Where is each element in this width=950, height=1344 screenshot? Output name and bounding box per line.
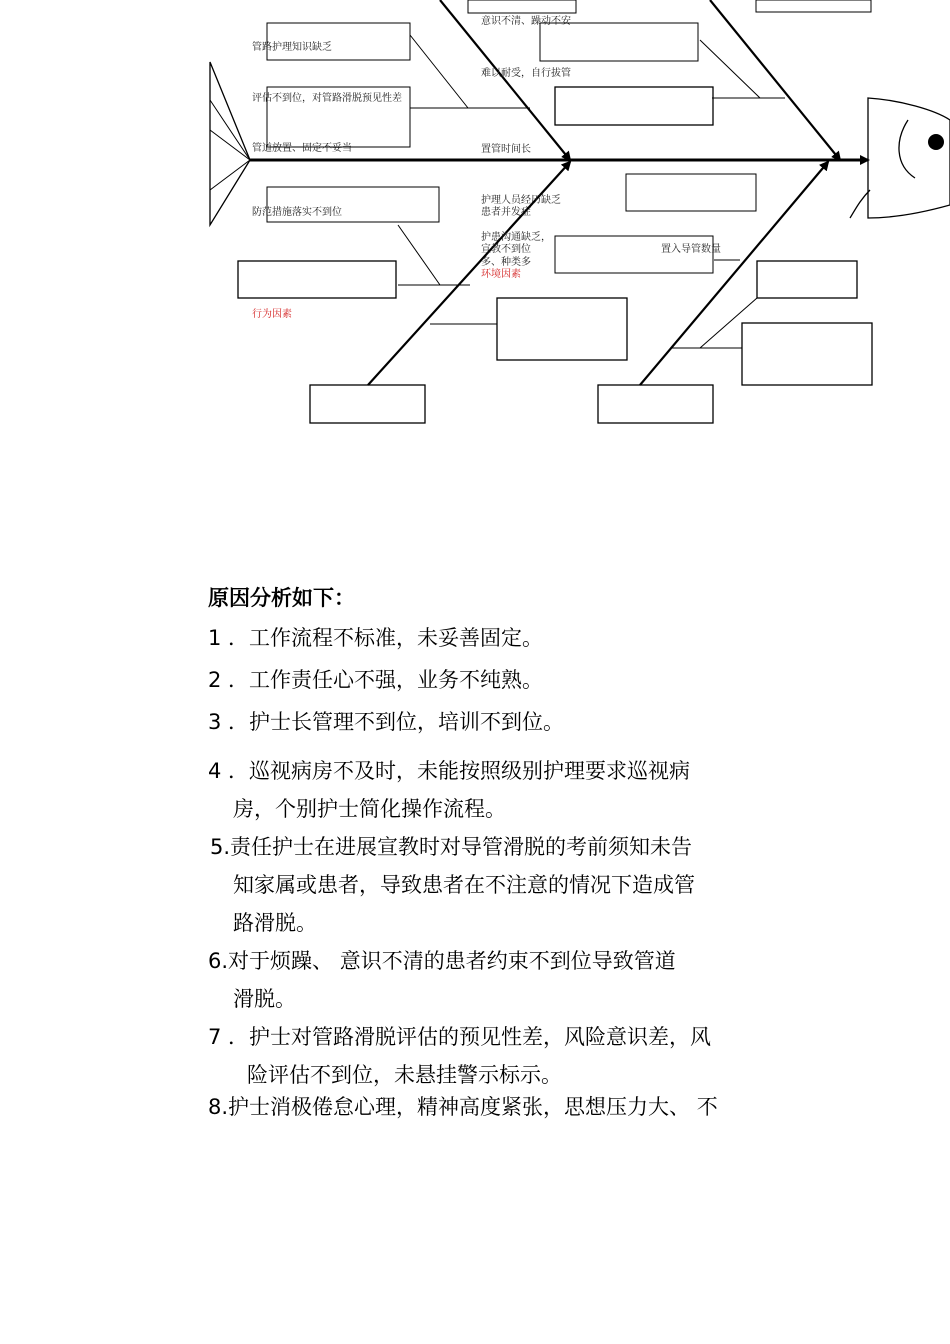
tail-ray	[210, 100, 250, 160]
fishbone-diagram	[0, 0, 950, 440]
fish-mouth	[899, 120, 915, 178]
cause-label: 患者并发症	[481, 207, 531, 218]
fish-tail	[210, 62, 250, 225]
cause-box	[468, 0, 576, 13]
list-item: 4 ．巡视病房不及时，未能按照级别护理要求巡视病	[208, 759, 691, 783]
cause-label: 置管时间长	[481, 144, 531, 155]
cause-label: 多、种类多	[481, 257, 531, 268]
cause-label: 管道放置、固定不妥当	[252, 143, 352, 154]
sub-bone	[398, 225, 440, 285]
cause-label: 评估不到位，对管路滑脱预见性差	[252, 93, 402, 104]
cause-box	[742, 323, 872, 385]
list-item: 6.对于烦躁、 意识不清的患者约束不到位导致管道	[208, 949, 676, 973]
cause-label: 宣教不到位	[481, 244, 531, 255]
sub-bone	[700, 40, 760, 98]
cause-label: 护患沟通缺乏，	[481, 232, 551, 243]
cause-box	[497, 298, 627, 360]
section-heading: 原因分析如下：	[208, 586, 355, 610]
list-item: 7 ．护士对管路滑脱评估的预见性差，风险意识差，风	[208, 1025, 712, 1049]
cause-box	[626, 174, 756, 211]
list-item: 1 ．工作流程不标准，未妥善固定。	[208, 626, 544, 650]
cause-box	[540, 23, 698, 61]
list-item: 3 ．护士长管理不到位，培训不到位。	[208, 710, 565, 734]
fish-lower-jaw	[850, 190, 870, 218]
tail-ray	[210, 160, 250, 190]
cause-label: 管路护理知识缺乏	[252, 42, 332, 53]
cause-label: 难以耐受，自行拔管	[481, 68, 571, 79]
cause-box	[756, 0, 871, 12]
cause-box	[555, 87, 713, 125]
category-label: 行为因素	[252, 309, 292, 320]
category-label: 环境因素	[481, 269, 521, 280]
cause-box	[598, 385, 713, 423]
list-item: 5.责任护士在进展宣教时对导管滑脱的考前须知未告	[210, 835, 693, 859]
list-item-continuation: 房，个别护士简化操作流程。	[233, 797, 506, 821]
sub-bone	[410, 35, 468, 108]
cause-box	[238, 261, 396, 298]
cause-label: 防范措施落实不到位	[252, 207, 342, 218]
cause-box	[310, 385, 425, 423]
cause-label: 置入导管数量	[661, 244, 721, 255]
list-item-continuation: 知家属或患者，导致患者在不注意的情况下造成管	[233, 873, 695, 897]
list-item: 8.护士消极倦怠心理，精神高度紧张，思想压力大、 不	[208, 1095, 718, 1119]
list-item-continuation: 险评估不到位，未悬挂警示标示。	[247, 1063, 562, 1087]
list-item-continuation: 路滑脱。	[233, 911, 317, 935]
list-item: 2 ．工作责任心不强，业务不纯熟。	[208, 668, 544, 692]
fish-eye-icon	[928, 134, 944, 150]
cause-label: 意识不清、躁动不安	[481, 16, 571, 27]
fish-head	[868, 98, 950, 218]
bone-upper-2	[710, 0, 840, 160]
cause-label: 护理人员经历缺乏	[481, 195, 561, 206]
list-item-continuation: 滑脱。	[233, 987, 296, 1011]
cause-box	[757, 261, 857, 298]
